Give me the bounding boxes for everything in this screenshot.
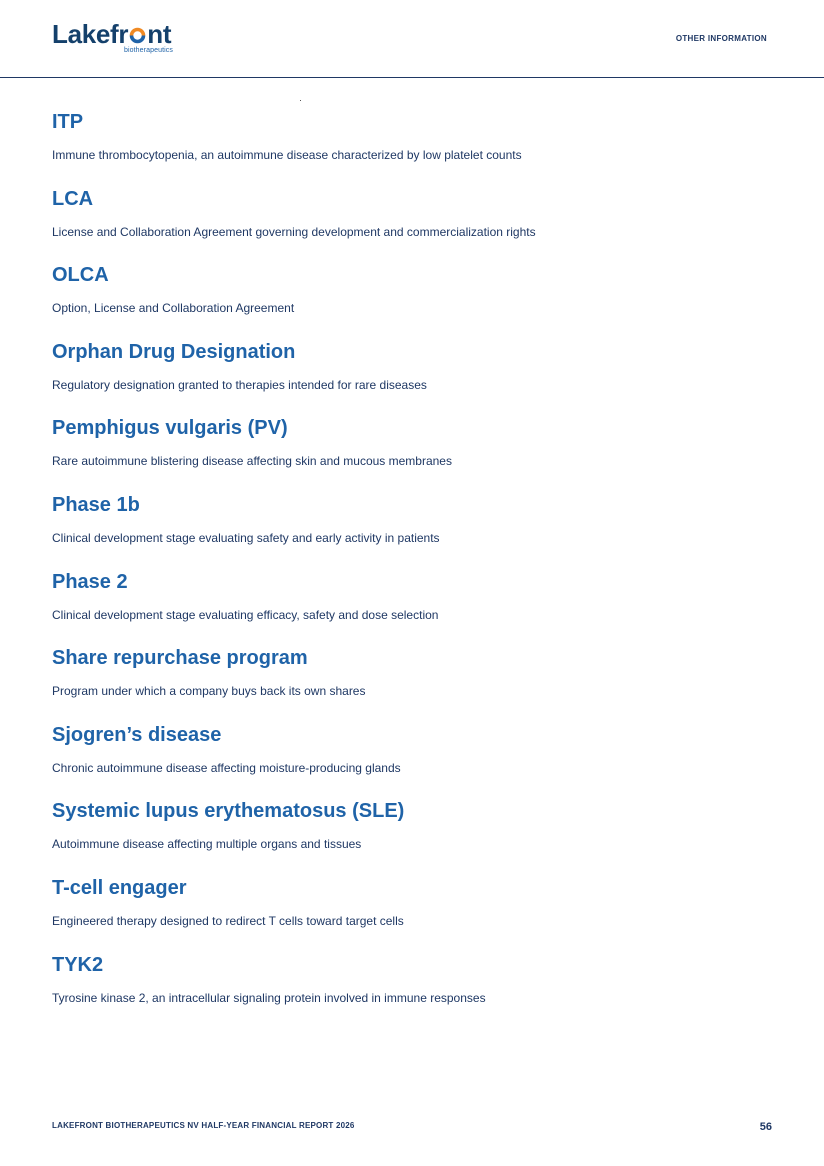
glossary-entry — [52, 493, 772, 570]
glossary-definition: Option, License and Collaboration Agreement — [52, 301, 295, 316]
glossary-entry — [52, 799, 772, 876]
glossary-definition: Program under which a company buys back its own shares — [52, 684, 366, 699]
glossary-definition: Rare autoimmune blistering disease affecting skin and mucous membranes — [52, 454, 452, 469]
glossary-entry — [52, 416, 772, 493]
logo-wordmark-prefix: Lakefr — [52, 19, 129, 49]
glossary-term: T-cell engager — [52, 876, 187, 899]
header-divider — [0, 77, 824, 78]
glossary-definition: Autoimmune disease affecting multiple organs and tissues — [52, 837, 362, 852]
glossary-term: Phase 1b — [52, 493, 140, 516]
glossary-entry — [52, 263, 772, 340]
glossary-definition: Immune thrombocytopenia, an autoimmune disease characterized by low platelet counts — [52, 148, 522, 162]
glossary-entry — [52, 953, 772, 1030]
glossary-term: Systemic lupus erythematosus (SLE) — [52, 800, 405, 823]
page-number: 56 — [759, 1121, 772, 1133]
page-header — [0, 0, 824, 78]
glossary-entry — [52, 570, 772, 647]
glossary-term: TYK2 — [52, 953, 104, 976]
glossary-term: LCA — [52, 187, 94, 210]
section-label: OTHER INFORMATION — [675, 34, 767, 43]
glossary-entry — [52, 340, 772, 417]
logo-wordmark-suffix: nt — [147, 19, 172, 49]
glossary-term: Pemphigus vulgaris (PV) — [52, 417, 288, 440]
glossary-entry — [52, 110, 772, 187]
company-logo — [52, 18, 192, 62]
glossary-definition: Engineered therapy designed to redirect T cells toward target cells — [52, 913, 404, 928]
glossary-list — [52, 110, 772, 1029]
glossary-entry — [52, 876, 772, 953]
glossary-term: Sjogren’s disease — [52, 723, 222, 746]
glossary-definition: Chronic autoimmune disease affecting moisture-producing glands — [52, 760, 401, 775]
glossary-definition: Tyrosine kinase 2, an intracellular signaling protein involved in immune responses — [52, 990, 486, 1005]
glossary-term: Phase 2 — [52, 570, 128, 593]
footer-report-title: LAKEFRONT BIOTHERAPEUTICS NV HALF-YEAR FINANCIAL REPORT 2026 — [52, 1121, 355, 1130]
glossary-term: OLCA — [52, 264, 109, 287]
glossary-definition: Clinical development stage evaluating efficacy, safety and dose selection — [52, 607, 439, 622]
glossary-definition: Clinical development stage evaluating safety and early activity in patients — [52, 530, 440, 545]
glossary-definition: Regulatory designation granted to therapies intended for rare diseases — [52, 377, 427, 392]
glossary-entry — [52, 187, 772, 264]
glossary-term: ITP — [52, 111, 84, 133]
glossary-term: Orphan Drug Designation — [52, 340, 296, 363]
logo-subtitle: biotherapeutics — [124, 47, 173, 54]
logo-wordmark — [52, 18, 171, 50]
glossary-term: Share repurchase program — [52, 647, 308, 670]
glossary-definition: License and Collaboration Agreement governing development and commercialization rights — [52, 224, 536, 239]
glossary-entry — [52, 723, 772, 800]
stray-mark — [300, 100, 301, 101]
glossary-entry — [52, 646, 772, 723]
ring-o-icon — [129, 19, 146, 36]
